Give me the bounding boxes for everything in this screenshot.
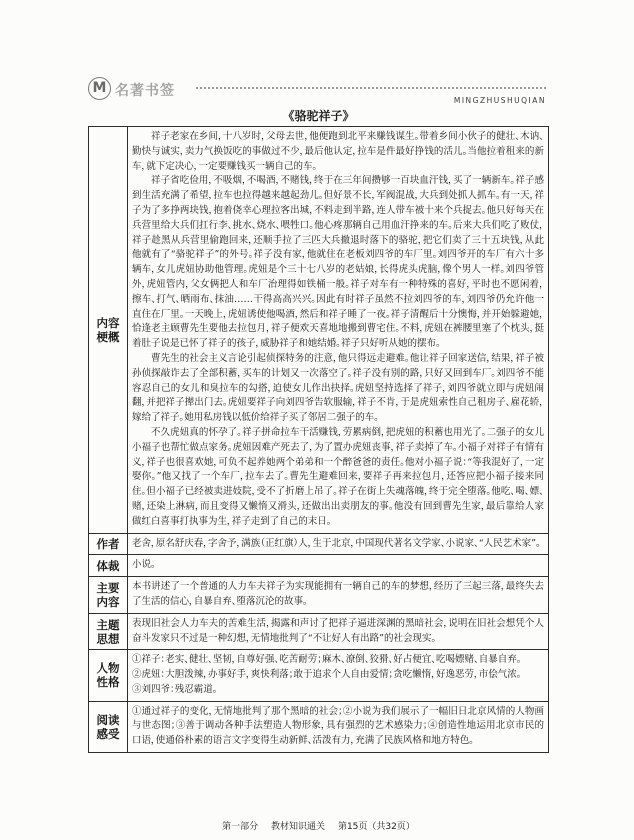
- label-line: 梗概: [96, 329, 120, 344]
- row-theme: [89, 613, 549, 650]
- row-text: [128, 701, 549, 752]
- main-content-text: 本书讲述了一个普通的人力车夫祥子为实现能拥有一辆自己的车的梦想，经历了三起三落，最终失去了生活的信心，自暴自弃、堕落沉沦的故事。: [132, 581, 544, 607]
- row-text: [128, 555, 549, 577]
- label-line: 主要: [96, 580, 120, 595]
- row-text: [128, 533, 549, 555]
- row-text: [128, 613, 549, 650]
- info-table-wrapper: [88, 126, 550, 753]
- page-footer: [88, 821, 549, 833]
- info-table: [88, 126, 549, 753]
- label-line: 阅读: [96, 712, 120, 727]
- row-text: [128, 127, 549, 534]
- footer-chapter: 教材知识通关: [271, 822, 326, 832]
- label-line: 体裁: [96, 558, 120, 573]
- row-label: [89, 555, 128, 577]
- character-item: ③刘四爷：残忍霸道。: [132, 683, 218, 695]
- row-text: [128, 650, 549, 701]
- label-line: 主题: [96, 617, 120, 632]
- row-synopsis: [89, 127, 549, 534]
- row-label: [89, 127, 128, 534]
- label-line: 感受: [96, 726, 120, 741]
- theme-text: 表现旧社会人力车夫的苦难生活，揭露和声讨了把祥子逼进深渊的黑暗社会，说明在旧社会想凭个人奋斗发家只不过是一种幻想，无情地批判了“不让好人有出路”的社会现实。: [132, 617, 544, 644]
- character-item: ②虎妞：大胆泼辣，办事好手，爽快利落；敢于追求个人自由爱情；贪吃懒惰，好逸恶劳，市侩气浓。: [132, 669, 522, 681]
- synopsis-paragraph: 不久虎妞真的怀孕了。祥子拼命拉车干活赚钱，劳累病倒，把虎妞的积蓄也用光了。二强子的女儿小福子也帮忙做点家务。虎妞因难产死去了，为了置办虎妞丧事，祥子卖掉了车。小福子对祥子有情有义，祥子也很喜欢她，可负不起养她两个弟弟和一个醉爸爸的责任。他对小福子说：“等我混好了，一定娶你。”他又找了一个车厂，拉车去了。曹先生避难回来，要祥子再来拉包月，还答应把小福子接来同住。但小福子已经被卖进妓院，受不了折磨上吊了。祥子在街上失魂落魄，终于完全堕落。他吃、喝、嫖、赌，还染上淋病，而且变得又懒惰又滑头，还做出出卖朋友的事。他没有回到曹先生家，最后靠给人家做红白喜事打执事为生，祥子走到了自己的末日。: [132, 426, 544, 527]
- row-characters: [89, 650, 549, 701]
- label-line: 作者: [96, 536, 120, 551]
- page-header: [86, 74, 548, 110]
- label-line: 思想: [96, 631, 120, 646]
- author-text: 老舍，原名舒庆春，字舍予，满族（正红旗）人，生于北京，中国现代著名文学家、小说家、“人民艺术家”。: [132, 537, 541, 549]
- genre-text: 小说。: [132, 559, 156, 571]
- synopsis-paragraph: 曹先生的社会主义言论引起侦探特务的注意，他只得远走避难。他让祥子回家送信，结果，祥子被孙侦探敲诈去了全部积蓄，买车的计划又一次落空了。祥子没有别的路，只好又回到车厂。刘四爷不能容忍自己的女儿和臭拉车的勾搭，迫使女儿作出抉择。虎妞坚持选择了祥子，刘四爷就立即与虎妞闹翻，并把祥子撵出门去。虎妞要祥子向刘四爷告软服输，祥子不肯，于是虎妞索性自己租房子、雇花轿，嫁给了祥子。她用私房钱以低价给祥子买了邻居二强子的车。: [132, 352, 544, 424]
- synopsis-paragraph: 祥子老家在乡间，十八岁时，父母去世，他便跑到北平来赚钱谋生。带着乡间小伙子的健壮、木讷、勤快与诚实，卖力气换饭吃的事做过不少，最后他认定，拉车是件最好挣钱的活儿。当他拉着租来的新车，就下定决心，一定要赚钱买一辆自己的车。: [132, 131, 544, 172]
- row-label: [89, 701, 128, 752]
- row-genre: [89, 555, 549, 577]
- synopsis-paragraph: 祥子省吃俭用，不吸烟，不喝酒，不赌钱，终于在三年间攒够一百块血汗钱，买了一辆新车。祥子感到生活充满了希望，拉车也拉得越来越起劲儿。但好景不长，军阀混战，大兵到处抓人抓车。有一天，祥子为了多挣两块钱，抱着侥幸心理拉客出城，不料走到半路，连人带车被十来个兵捉去。他只好每天在兵营里给大兵们扛行李、挑水、烧水、喂牲口。他心疼那辆自己用血汗挣来的车。后来大兵们吃了败仗，祥子趁黑从兵营里偷跑回来，还顺手拉了三匹大兵撤退时落下的骆驼，把它们卖了三十五块钱，从此他就有了“骆驼祥子”的外号。祥子没有家，他就住在老板刘四爷的车厂里。刘四爷开的车厂有六十多辆车，女儿虎妞协助他管理。虎妞是个三十七八岁的老姑娘，长得虎头虎脑，像个男人一样。刘四爷管外，虎妞管内，父女俩把人和车厂治理得如铁桶一般。祥子对车有一种特殊的喜好，平时也不愿闲着，擦车、打气、晒雨布、抹油……干得高高兴兴。因此有时祥子虽然不拉刘四爷的车，刘四爷仍允许他一直住在厂里。一天晚上，虎妞诱使他喝酒，然后和祥子睡了一夜。祥子清醒后十分懊悔，并开始躲避她，恰逢老主顾曹先生要他去拉包月，祥子便欢天喜地地搬到曹宅住。不料，虎妞在裤腰里塞了个枕头，挺着肚子说是已怀了祥子的孩子，威胁祥子和她结婚。祥子只好听从她的摆布。: [132, 175, 544, 350]
- row-author: [89, 533, 549, 555]
- row-label: [89, 613, 128, 650]
- reading-notes-text: ①通过祥子的变化，无情地批判了那个黑暗的社会；②小说为我们展示了一幅旧日北京风情的人物画与世态图；③善于调动各种手法塑造人物形象，具有强烈的艺术感染力；④创造性地运用北京市民的口语，使通俗朴素的语言文字变得生动新鲜、活泼有力，充满了民族风格和地方特色。: [132, 705, 544, 747]
- dotted-divider: [196, 87, 546, 89]
- row-label: [89, 533, 128, 555]
- row-reading-notes: [89, 701, 549, 752]
- label-line: 性格: [96, 675, 120, 690]
- row-label: [89, 650, 128, 701]
- logo-text: 名著书签: [115, 83, 175, 99]
- row-text: [128, 577, 549, 614]
- character-item: ①祥子：老实、健壮、坚韧，自尊好强、吃苦耐劳；麻木、潦倒、狡猾、好占便宜、吃喝嫖赌、自暴自弃。: [132, 654, 522, 666]
- label-line: 内容: [96, 315, 120, 330]
- footer-page-number: 第15页（共32页）: [337, 822, 415, 832]
- page-title: 《骆驼祥子》: [282, 109, 355, 123]
- label-line: 内容: [96, 594, 120, 609]
- header-pinyin: MINGZHUSHUQIAN: [453, 96, 546, 105]
- row-main-content: [89, 577, 549, 614]
- footer-section: 第一部分: [222, 822, 259, 832]
- row-label: [89, 577, 128, 614]
- label-line: 人物: [96, 661, 120, 676]
- logo-m-icon: M: [88, 77, 111, 100]
